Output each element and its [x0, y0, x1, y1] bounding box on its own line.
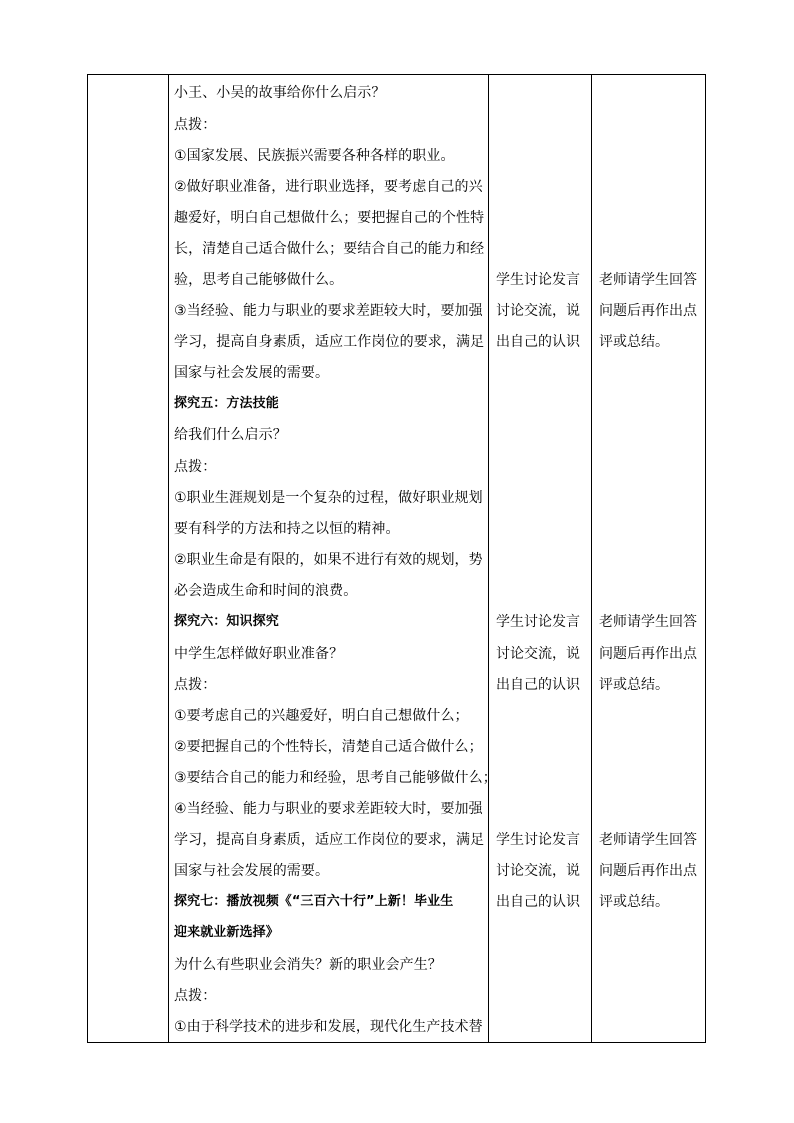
student-activity-line: 出自己的认识	[496, 334, 580, 350]
content-line: 趣爱好，明白自己想做什么；要把握自己的个性特	[174, 210, 485, 226]
student-activity-line: 学生讨论发言	[496, 614, 580, 630]
student-activity-line: 出自己的认识	[496, 677, 580, 693]
teacher-activity-line: 评或总结。	[599, 894, 669, 910]
section-heading: 探究六：知识探究	[174, 614, 279, 629]
content-line: 国家与社会发展的需要。	[174, 863, 330, 879]
student-activity-line: 讨论交流，说	[496, 303, 580, 319]
content-line: 验，思考自己能够做什么。	[174, 272, 344, 288]
section-heading: 探究五：方法技能	[174, 396, 279, 411]
student-activity-line: 学生讨论发言	[496, 832, 580, 848]
student-activity-line: 出自己的认识	[496, 894, 580, 910]
teacher-activity-line: 老师请学生回答	[599, 614, 697, 630]
content-line: 要有科学的方法和持之以恒的精神。	[174, 521, 400, 537]
content-line: 长，清楚自己适合做什么；要结合自己的能力和经	[174, 241, 485, 257]
content-line: ③要结合自己的能力和经验，思考自己能够做什么；	[174, 770, 497, 786]
content-line: ②做好职业准备，进行职业选择，要考虑自己的兴	[174, 179, 483, 195]
content-line: 小王、小吴的故事给你什么启示？	[174, 85, 386, 101]
content-line: ②要把握自己的个性特长，清楚自己适合做什么；	[174, 739, 483, 755]
content-line: ③当经验、能力与职业的要求差距较大时，要加强	[174, 303, 483, 319]
content-line: ①职业生涯规划是一个复杂的过程，做好职业规划	[174, 490, 483, 506]
teacher-activity-line: 问题后再作出点	[599, 303, 697, 319]
content-line: 国家与社会发展的需要。	[174, 365, 330, 381]
column-divider-3	[591, 75, 592, 1042]
section-heading: 探究七：播放视频《“三百六十行”上新！毕业生	[174, 894, 454, 909]
content-line: 必会造成生命和时间的浪费。	[174, 583, 358, 599]
column-divider-2	[488, 75, 489, 1042]
content-line: 点拨：	[174, 677, 217, 693]
content-line: 点拨：	[174, 459, 217, 475]
content-line: 学习，提高自身素质，适应工作岗位的要求，满足	[174, 832, 485, 848]
content-line: ①要考虑自己的兴趣爱好，明白自己想做什么；	[174, 708, 469, 724]
content-line: 为什么有些职业会消失？新的职业会产生？	[174, 957, 442, 973]
teacher-activity-line: 问题后再作出点	[599, 863, 697, 879]
teacher-activity-line: 评或总结。	[599, 334, 669, 350]
student-activity-line: 讨论交流，说	[496, 646, 580, 662]
column-divider-1	[168, 75, 169, 1042]
student-activity-line: 学生讨论发言	[496, 272, 580, 288]
content-line: ②职业生命是有限的，如果不进行有效的规划，势	[174, 552, 483, 568]
teacher-activity-line: 老师请学生回答	[599, 832, 697, 848]
teacher-activity-line: 老师请学生回答	[599, 272, 697, 288]
teacher-activity-line: 评或总结。	[599, 677, 669, 693]
content-line: 中学生怎样做好职业准备？	[174, 646, 344, 662]
content-line: 点拨：	[174, 117, 217, 133]
content-line: 给我们什么启示？	[174, 427, 287, 443]
content-line: 学习，提高自身素质，适应工作岗位的要求，满足	[174, 334, 485, 350]
content-line: ①由于科学技术的进步和发展，现代化生产技术替	[174, 1019, 483, 1035]
teacher-activity-line: 问题后再作出点	[599, 646, 697, 662]
content-line: ④当经验、能力与职业的要求差距较大时，要加强	[174, 801, 483, 817]
section-heading: 迎来就业新选择》	[174, 925, 279, 940]
content-line: 点拨：	[174, 988, 217, 1004]
student-activity-line: 讨论交流，说	[496, 863, 580, 879]
content-line: ①国家发展、民族振兴需要各种各样的职业。	[174, 148, 455, 164]
